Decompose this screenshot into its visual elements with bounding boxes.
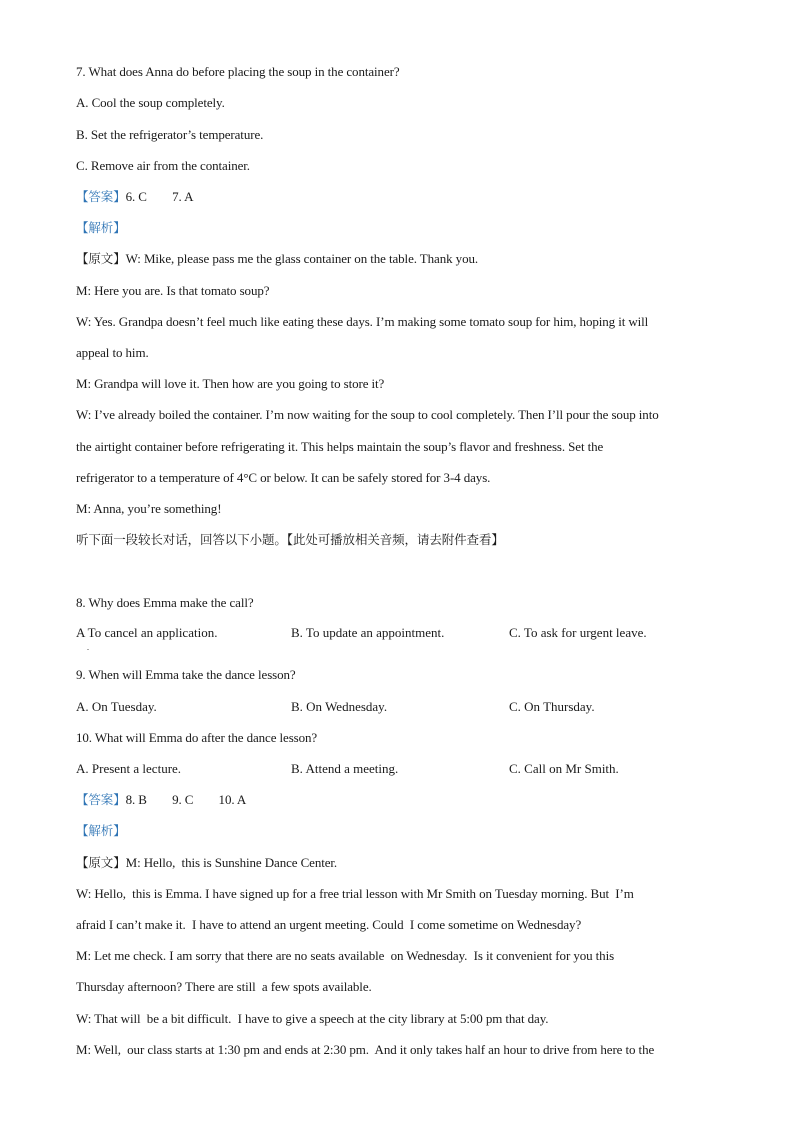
transcript-line [76,251,478,267]
stray-mark: . [87,643,89,652]
answer-line-2 [76,792,246,808]
answer-values: 6. C 7. A [125,189,194,204]
transcript-line: W: That will be a bit difficult. I have to give a speech at the city library at 5:00 pm that day. [76,1011,549,1026]
analysis-tag: 【解析】 [76,220,126,235]
q9-option-b: B. On Wednesday. [291,699,388,714]
transcript-line: refrigerator to a temperature of 4°C or below. It can be safely stored for 3-4 days. [76,470,491,485]
listening-instruction: 听下面一段较长对话，回答以下小题。【此处可播放相关音频，请去附件查看】 [76,532,504,547]
transcript-line [76,855,337,871]
transcript-line: Thursday afternoon? There are still a few spots available. [76,979,372,994]
analysis-line-2 [76,823,126,839]
question-7: 7. What does Anna do before placing the soup in the container? [76,64,400,79]
analysis-tag: 【解析】 [76,823,126,838]
transcript-text: W: Mike, please pass me the glass container on the table. Thank you. [125,251,479,266]
question-8: 8. Why does Emma make the call? [76,595,254,610]
q9-option-c: C. On Thursday. [509,699,595,714]
q8-option-a: A To cancel an application. [76,625,218,640]
transcript-text: M: Hello, this is Sunshine Dance Center. [125,855,338,870]
question-10: 10. What will Emma do after the dance lesson? [76,730,318,745]
q9-option-a: A. On Tuesday. [76,699,157,714]
q7-option-a: A. Cool the soup completely. [76,95,225,110]
q8-option-c: C. To ask for urgent leave. [509,625,647,640]
answer-values: 8. B 9. C 10. A [125,792,247,807]
answer-line-1 [76,189,193,205]
source-tag: 【原文】 [76,251,126,266]
answer-tag: 【答案】 [76,189,126,204]
transcript-line: M: Let me check. I am sorry that there are no seats available on Wednesday. Is it convenient for you this [76,948,615,963]
question-9: 9. When will Emma take the dance lesson? [76,667,296,682]
transcript-line: W: I’ve already boiled the container. I’m now waiting for the soup to cool completely. Then I’ll pour the soup into [76,407,659,422]
q7-option-b: B. Set the refrigerator’s temperature. [76,127,264,142]
analysis-line-1 [76,220,126,236]
q8-option-b: B. To update an appointment. [291,625,445,640]
transcript-line: W: Yes. Grandpa doesn’t feel much like eating these days. I’m making some tomato soup for him, hoping it will [76,314,649,329]
transcript-line: M: Grandpa will love it. Then how are you going to store it? [76,376,385,391]
transcript-line: afraid I can’t make it. I have to attend an urgent meeting. Could I come sometime on Wednesday? [76,917,582,932]
transcript-line: appeal to him. [76,345,149,360]
source-tag: 【原文】 [76,855,126,870]
transcript-line: the airtight container before refrigerating it. This helps maintain the soup’s flavor and freshness. Set the [76,439,604,454]
q10-option-b: B. Attend a meeting. [291,761,399,776]
answer-tag: 【答案】 [76,792,126,807]
transcript-line: W: Hello, this is Emma. I have signed up for a free trial lesson with Mr Smith on Tuesday morning. But I’m [76,886,634,901]
q10-option-a: A. Present a lecture. [76,761,182,776]
transcript-line: M: Anna, you’re something! [76,501,222,516]
q10-option-c: C. Call on Mr Smith. [509,761,619,776]
transcript-line: M: Well, our class starts at 1:30 pm and ends at 2:30 pm. And it only takes half an hour to drive from here to the [76,1042,655,1057]
q7-option-c: C. Remove air from the container. [76,158,250,173]
transcript-line: M: Here you are. Is that tomato soup? [76,283,270,298]
